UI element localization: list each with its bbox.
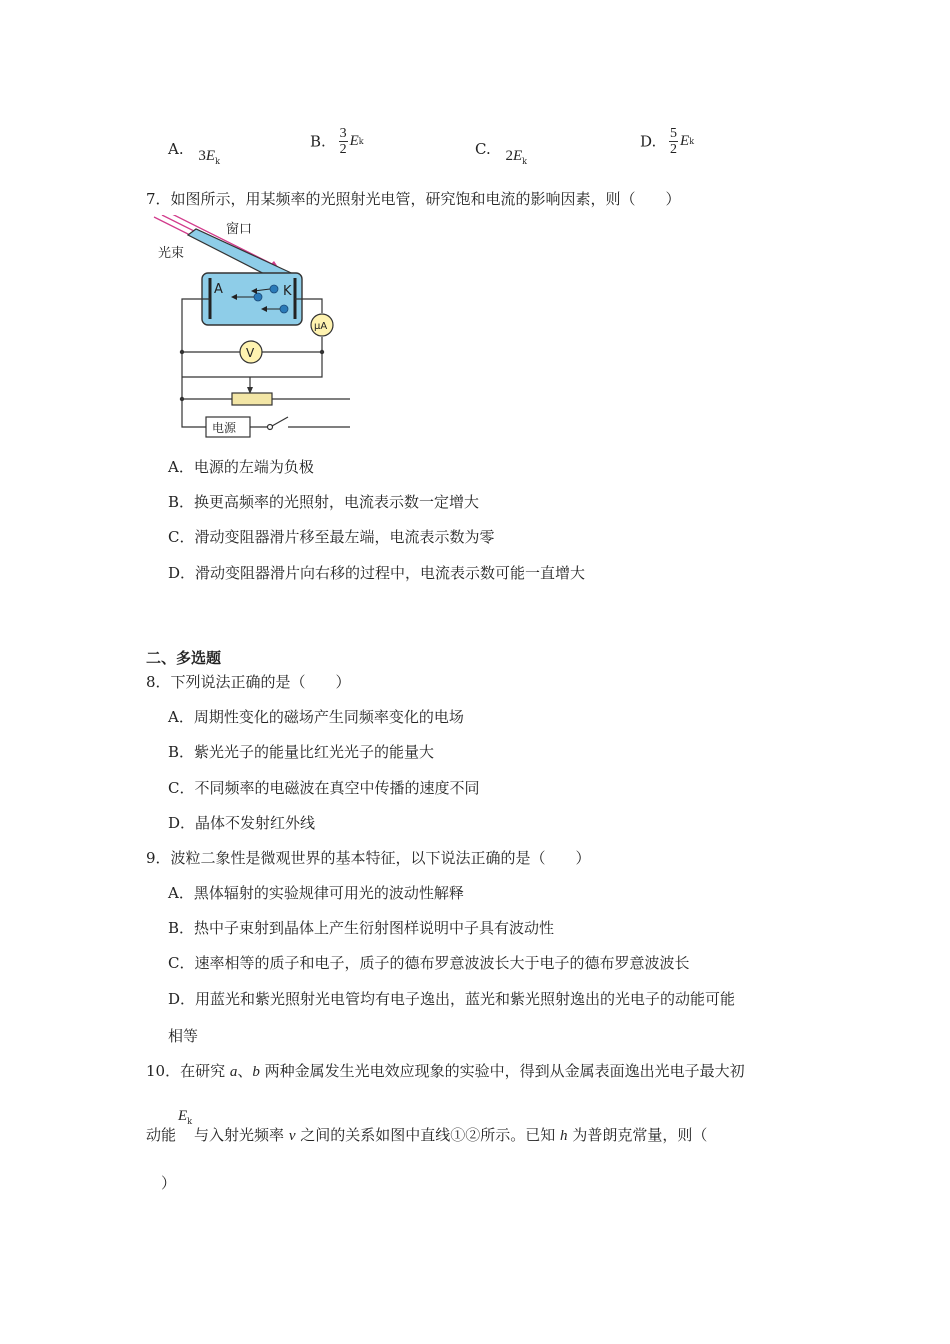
- q9-option-d: D．用蓝光和紫光照射光电管均有电子逸出，蓝光和紫光照射逸出的光电子的动能可能: [168, 990, 736, 1008]
- voltmeter-label: V: [246, 346, 255, 360]
- source-label: 电源: [212, 421, 237, 435]
- q9-option-a: A．黑体辐射的实验规律可用光的波动性解释: [168, 884, 464, 902]
- q7-option-d: D．滑动变阻器滑片向右移的过程中，电流表示数可能一直增大: [168, 564, 586, 582]
- q8-stem: 8．下列说法正确的是（ ）: [146, 673, 351, 691]
- fraction: $\frac{5}{2}$: [670, 126, 678, 157]
- q10-line-1: 10．在研究 a、b 两种金属发生光电效应现象的实验中，得到从金属表面逸出光电子最大初: [146, 1062, 745, 1080]
- ammeter-label: μA: [314, 321, 328, 332]
- window-label: 窗口: [226, 222, 253, 237]
- q7-stem: 7．如图所示，用某频率的光照射光电管，研究饱和电流的影响因素，则（ ）: [146, 190, 681, 208]
- beam-label: 光束: [158, 246, 185, 261]
- electron: [270, 285, 278, 293]
- q6-option-a-coef: 3: [198, 148, 206, 164]
- q10-line-2: 动能$E_k$与入射光频率 v 之间的关系如图中直线①②所示。已知 h 为普朗克常量，则（: [146, 1108, 708, 1144]
- q9-option-b: B．热中子束射到晶体上产生衍射图样说明中子具有波动性: [168, 919, 555, 937]
- q7-option-c: C．滑动变阻器滑片移至最左端，电流表示数为零: [168, 528, 495, 546]
- q6-option-d: D. $\frac{5}{2}$ Ek: [640, 126, 695, 157]
- fraction: $\frac{3}{2}$: [339, 126, 347, 157]
- cathode-label: K: [283, 284, 292, 299]
- rheostat: [232, 393, 272, 405]
- section-title: 二、多选题: [146, 649, 222, 667]
- switch: [272, 417, 288, 426]
- q8-option-d: D．晶体不发射红外线: [168, 814, 316, 832]
- phototube-body: [202, 273, 302, 325]
- q9-option-c: C．速率相等的质子和电子，质子的德布罗意波波长大于电子的德布罗意波波长: [168, 954, 690, 972]
- q6-option-c: C. $2E_k$: [475, 140, 528, 166]
- q9-option-d-continued: 相等: [168, 1027, 199, 1045]
- q6-option-b: B. $\frac{3}{2}$ Ek: [310, 126, 364, 157]
- q8-option-b: B．紫光光子的能量比红光光子的能量大: [168, 743, 435, 761]
- q10-line-3: ）: [146, 1174, 177, 1192]
- q6-option-a: A. $3E_k$: [168, 140, 220, 166]
- q8-option-a: A．周期性变化的磁场产生同频率变化的电场: [168, 708, 464, 726]
- phototube-circuit-figure: [150, 215, 350, 443]
- electron: [280, 305, 288, 313]
- q8-option-c: C．不同频率的电磁波在真空中传播的速度不同: [168, 779, 480, 797]
- anode-label: A: [214, 282, 223, 297]
- q7-option-b: B．换更高频率的光照射，电流表示数一定增大: [168, 493, 480, 511]
- q7-option-a: A．电源的左端为负极: [168, 458, 314, 476]
- ek-symbol: $E_k$: [178, 1108, 193, 1126]
- q9-stem: 9．波粒二象性是微观世界的基本特征，以下说法正确的是（ ）: [146, 849, 591, 867]
- electron: [254, 293, 262, 301]
